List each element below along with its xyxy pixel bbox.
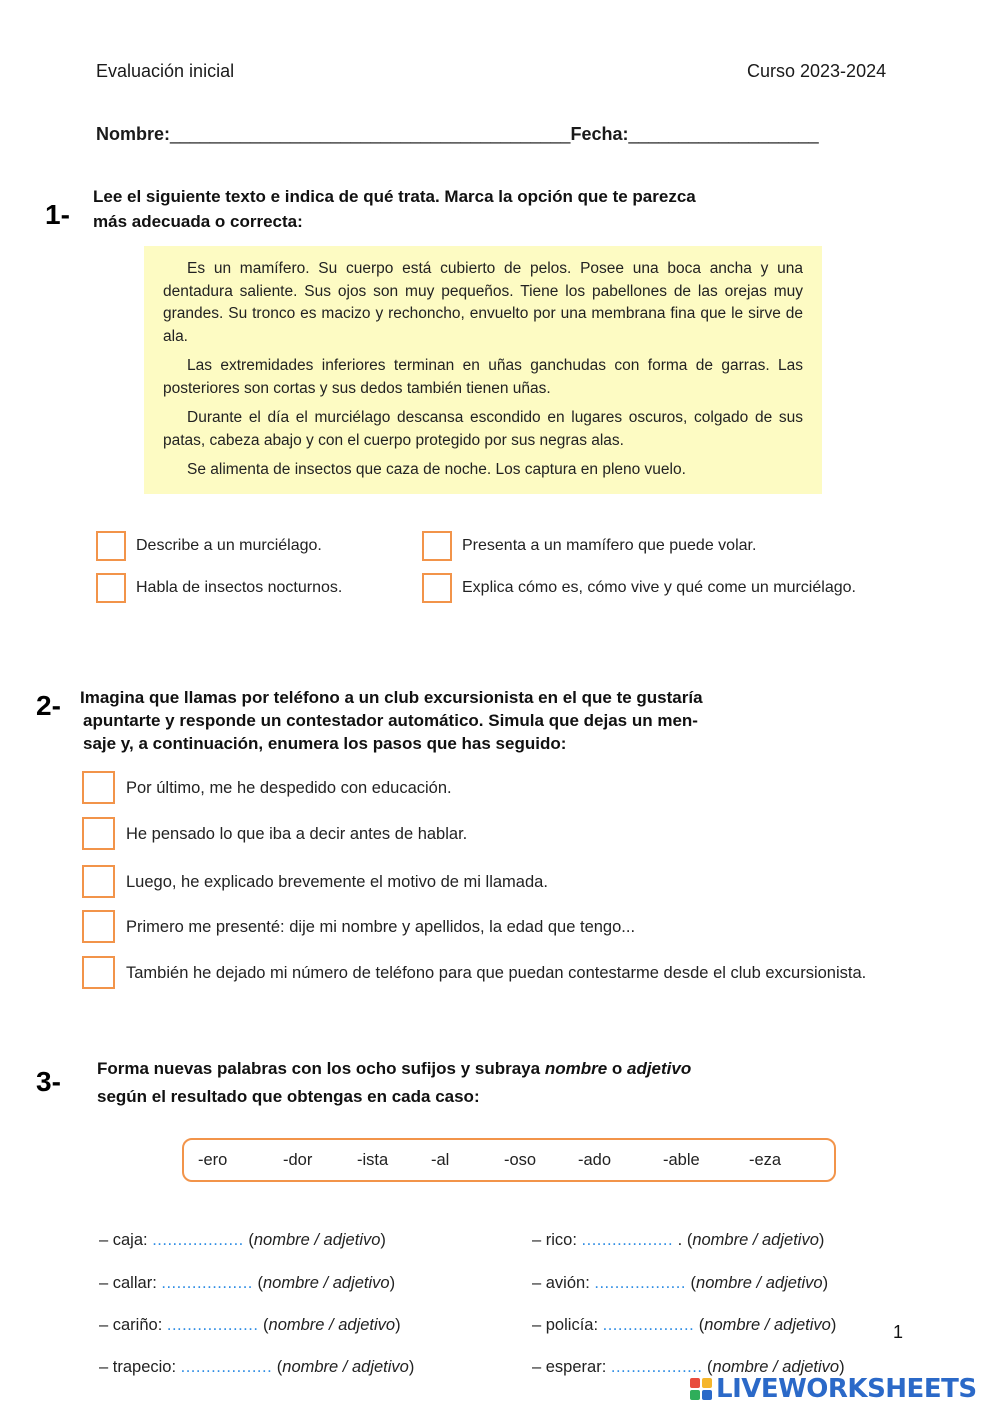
answer-dots[interactable]: ..................: [594, 1274, 686, 1292]
word-label: – cariño:: [99, 1316, 163, 1334]
header-left: Evaluación inicial: [96, 61, 235, 81]
q3-prompt-o: o: [607, 1059, 627, 1078]
word-row-left: – caja: .................. (nombre / adjetivo): [99, 1231, 386, 1249]
passage-paragraph: Las extremidades inferiores terminan en uñas ganchudas con forma de garras. Las posteriores son cortas y sus dedos también tienen uñas.: [163, 357, 803, 397]
q1-prompt-line1: Lee el siguiente texto e indica de qué trata. Marca la opción que te parezca: [93, 187, 696, 206]
q1-option-4-checkbox[interactable]: [422, 573, 452, 603]
name-label: Nombre:: [96, 124, 171, 144]
word-row-left: – cariño: .................. (nombre / adjetivo): [99, 1316, 401, 1334]
liveworksheets-logo: [690, 1374, 977, 1404]
word-choice[interactable]: nombre / adjetivo: [282, 1358, 409, 1376]
word-label: – rico:: [532, 1231, 577, 1249]
word-row-right: – rico: .................. . (nombre / adjetivo): [532, 1231, 825, 1249]
q3-word-nombre: nombre: [544, 1059, 608, 1078]
suffix-item: -ado: [578, 1151, 612, 1169]
q2-prompt-line2: apuntarte y responde un contestador automático. Simula que dejas un men-: [83, 711, 698, 730]
answer-dots[interactable]: ..................: [602, 1316, 695, 1334]
suffix-item: -ero: [198, 1151, 228, 1169]
q1-option-1-label: Describe a un murciélago.: [136, 537, 322, 554]
q1-option-3-checkbox[interactable]: [96, 573, 126, 603]
word-label: – policía:: [532, 1316, 599, 1334]
q3-prompt-text: Forma nuevas palabras con los ocho sufijos y subraya: [97, 1059, 545, 1078]
suffix-item: -ista: [357, 1151, 389, 1169]
date-field[interactable]: ___________________: [628, 124, 819, 144]
q1-option-3-label: Habla de insectos nocturnos.: [136, 579, 343, 596]
word-row-right: – policía: .................. (nombre / adjetivo): [532, 1316, 837, 1334]
answer-dots[interactable]: ..................: [152, 1231, 244, 1249]
q2-number: 2-: [36, 690, 61, 721]
q2-step-3-box[interactable]: [82, 865, 115, 898]
word-label: – caja:: [99, 1231, 148, 1249]
word-choice[interactable]: nombre / adjetivo: [263, 1274, 390, 1292]
q1-passage: [144, 246, 822, 494]
date-label: Fecha:: [570, 124, 629, 144]
word-row-right: – avión: .................. (nombre / adjetivo): [532, 1274, 829, 1292]
q1-number: 1-: [45, 199, 70, 230]
suffix-item: -able: [663, 1151, 700, 1169]
q3-prompt-line2: según el resultado que obtengas en cada caso:: [97, 1087, 480, 1106]
q2-step-3-label: Luego, he explicado brevemente el motivo de mi llamada.: [126, 873, 548, 891]
q3-prompt-line1: [97, 1055, 817, 1083]
answer-dots[interactable]: ..................: [166, 1316, 259, 1334]
word-label: – trapecio:: [99, 1358, 177, 1376]
q2-step-2-label: He pensado lo que iba a decir antes de hablar.: [126, 825, 468, 843]
name-date-line: [96, 124, 819, 145]
suffix-item: -dor: [283, 1151, 313, 1169]
word-row-left: – callar: .................. (nombre / adjetivo): [99, 1274, 396, 1292]
logo-mark-icon: [690, 1378, 712, 1400]
q2-step-4-box[interactable]: [82, 910, 115, 943]
passage-paragraph: Es un mamífero. Su cuerpo está cubierto de pelos. Posee una boca ancha y una dentadura saliente. Sus ojos son muy pequeños. Tiene los pabellones de las orejas muy grandes. Su tronco es macizo y rechoncho, envuelto por una membrana fina que le sirve de ala.: [163, 260, 803, 345]
word-choice[interactable]: nombre / adjetivo: [268, 1316, 396, 1334]
word-choice[interactable]: nombre / adjetivo: [692, 1231, 819, 1249]
name-field[interactable]: ________________________________________: [170, 124, 571, 144]
suffix-box: [182, 1138, 836, 1182]
word-label: – callar:: [99, 1274, 157, 1292]
suffix-item: -oso: [504, 1151, 537, 1169]
word-choice[interactable]: nombre / adjetivo: [696, 1274, 823, 1292]
passage-paragraph: Se alimenta de insectos que caza de noche. Los captura en pleno vuelo.: [187, 461, 686, 478]
q1-option-2-label: Presenta a un mamífero que puede volar.: [462, 537, 757, 554]
q2-step-5-box[interactable]: [82, 956, 115, 989]
q1-option-4-label: Explica cómo es, cómo vive y qué come un murciélago.: [462, 579, 856, 596]
answer-dots[interactable]: ..................: [180, 1358, 273, 1376]
q3-prompt: [97, 1055, 817, 1111]
q1-prompt-line2: más adecuada o correcta:: [93, 212, 303, 231]
word-choice[interactable]: nombre / adjetivo: [712, 1358, 840, 1376]
q2-step-2-box[interactable]: [82, 817, 115, 850]
q1-option-2-checkbox[interactable]: [422, 531, 452, 561]
q2-prompt-line3: saje y, a continuación, enumera los pasos que has seguido:: [83, 734, 567, 753]
page-number: 1: [893, 1322, 904, 1342]
q3-number: 3-: [36, 1066, 61, 1097]
passage-paragraph: Durante el día el murciélago descansa escondido en lugares oscuros, colgado de sus patas, cabeza abajo y con el cuerpo protegido por sus negras alas.: [163, 409, 803, 449]
q1-prompt: [93, 184, 793, 234]
word-choice[interactable]: nombre / adjetivo: [704, 1316, 831, 1334]
q2-step-4-label: Primero me presenté: dije mi nombre y apellidos, la edad que tengo...: [126, 918, 636, 936]
answer-dots[interactable]: ..................: [581, 1231, 674, 1249]
word-label: – esperar:: [532, 1358, 607, 1376]
q2-step-1-label: Por último, me he despedido con educación.: [126, 779, 452, 797]
word-choice[interactable]: nombre / adjetivo: [253, 1231, 381, 1249]
q2-step-5-label: También he dejado mi número de teléfono para que puedan contestarme desde el club excursionista.: [126, 964, 867, 982]
suffix-item: -al: [431, 1151, 450, 1169]
suffix-item: -eza: [749, 1151, 782, 1169]
answer-dots[interactable]: ..................: [610, 1358, 703, 1376]
word-row-left: – trapecio: .................. (nombre / adjetivo): [99, 1358, 415, 1376]
word-label: – avión:: [532, 1274, 590, 1292]
q2-step-1-box[interactable]: [82, 771, 115, 804]
q2-prompt-line1: Imagina que llamas por teléfono a un club excursionista en el que te gustaría: [80, 688, 703, 707]
q2-prompt: [80, 686, 820, 755]
answer-dots[interactable]: ..................: [161, 1274, 253, 1292]
word-row-right: – esperar: .................. (nombre / adjetivo): [532, 1358, 845, 1376]
logo-text: LIVEWORKSHEETS: [716, 1374, 977, 1404]
q3-word-adjetivo: adjetivo: [627, 1059, 692, 1078]
header-right: Curso 2023-2024: [747, 61, 887, 81]
q1-option-1-checkbox[interactable]: [96, 531, 126, 561]
